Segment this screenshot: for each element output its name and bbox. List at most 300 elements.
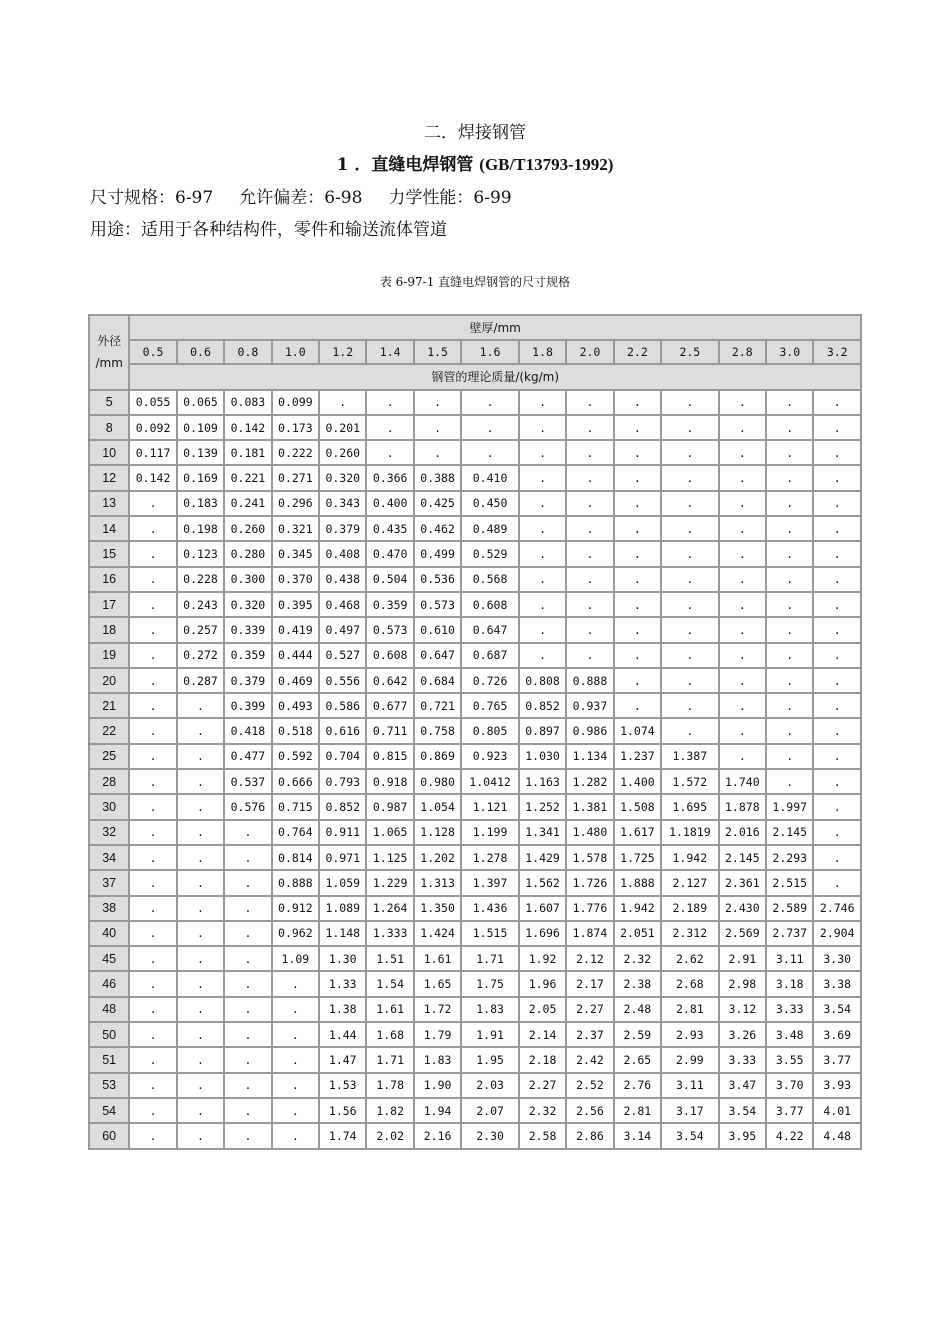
mass-cell: . xyxy=(273,972,318,995)
mass-cell: . xyxy=(567,542,612,565)
mass-cell: . xyxy=(720,517,765,540)
subsection-title xyxy=(0,150,950,175)
mass-cell: 0.450 xyxy=(462,492,518,515)
mass-cell: 0.808 xyxy=(520,669,565,692)
mass-cell: 3.30 xyxy=(814,947,860,970)
mass-cell: 2.68 xyxy=(662,972,718,995)
mass-cell: 1.202 xyxy=(415,846,460,869)
mass-cell: 1.47 xyxy=(320,1048,365,1071)
mass-cell: 0.805 xyxy=(462,719,518,742)
mass-cell: . xyxy=(225,846,270,869)
outer-diameter-label: 外径 xyxy=(97,334,122,349)
mass-cell: . xyxy=(720,745,765,768)
outer-diameter-cell: 21 xyxy=(90,694,128,717)
mass-cell: 0.608 xyxy=(367,644,412,667)
table-row xyxy=(90,1023,860,1046)
outer-diameter-cell: 10 xyxy=(90,441,128,464)
mass-cell: . xyxy=(662,669,718,692)
mass-cell: 1.397 xyxy=(462,871,518,894)
mass-cell: 1.199 xyxy=(462,821,518,844)
mass-cell: 1.61 xyxy=(415,947,460,970)
mass-cell: 2.56 xyxy=(567,1099,612,1122)
mass-cell: 1.874 xyxy=(567,922,612,945)
outer-diameter-cell: 25 xyxy=(90,745,128,768)
mass-cell: 1.617 xyxy=(615,821,660,844)
mass-cell: 0.911 xyxy=(320,821,365,844)
mass-cell: 0.616 xyxy=(320,719,365,742)
mass-cell: 0.962 xyxy=(273,922,318,945)
thickness-cell: 2.5 xyxy=(662,341,718,363)
table-row xyxy=(90,770,860,793)
mass-cell: . xyxy=(567,644,612,667)
mass-cell: 1.059 xyxy=(320,871,365,894)
mass-cell: 0.400 xyxy=(367,492,412,515)
mass-cell: . xyxy=(130,644,175,667)
mass-cell: 0.321 xyxy=(273,517,318,540)
mass-cell: 1.128 xyxy=(415,821,460,844)
mass-cell: 0.117 xyxy=(130,441,175,464)
table-row xyxy=(90,922,860,945)
mass-cell: . xyxy=(130,998,175,1021)
mass-cell: 0.142 xyxy=(130,466,175,489)
mass-cell: . xyxy=(814,441,860,464)
mass-cell: 2.051 xyxy=(615,922,660,945)
mass-cell: . xyxy=(615,542,660,565)
outer-diameter-cell: 37 xyxy=(90,871,128,894)
mass-cell: 3.69 xyxy=(814,1023,860,1046)
mass-cell: 0.912 xyxy=(273,897,318,920)
table-row xyxy=(90,947,860,970)
mass-cell: . xyxy=(814,593,860,616)
mass-cell: . xyxy=(520,492,565,515)
mass-cell: 1.387 xyxy=(662,745,718,768)
mass-cell: 2.98 xyxy=(720,972,765,995)
mass-cell: 3.54 xyxy=(662,1124,718,1147)
mass-cell: 0.610 xyxy=(415,618,460,641)
mass-cell: 0.980 xyxy=(415,770,460,793)
mass-cell: . xyxy=(767,719,812,742)
mass-cell: 0.764 xyxy=(273,821,318,844)
mass-cell: . xyxy=(567,517,612,540)
mass-cell: 0.198 xyxy=(178,517,223,540)
mass-cell: 0.260 xyxy=(225,517,270,540)
thickness-cell: 0.6 xyxy=(178,341,223,363)
thickness-cell: 1.5 xyxy=(415,341,460,363)
mass-cell: 0.592 xyxy=(273,745,318,768)
mass-cell: . xyxy=(767,416,812,439)
mass-cell: 3.70 xyxy=(767,1074,812,1097)
mass-cell: . xyxy=(130,1099,175,1122)
outer-diameter-cell: 50 xyxy=(90,1023,128,1046)
mass-cell: 1.350 xyxy=(415,897,460,920)
table-row xyxy=(90,492,860,515)
mass-cell: 0.339 xyxy=(225,618,270,641)
mass-cell: 2.58 xyxy=(520,1124,565,1147)
mass-cell: 3.26 xyxy=(720,1023,765,1046)
mass-cell: . xyxy=(720,466,765,489)
thickness-cell: 3.2 xyxy=(814,341,860,363)
mass-cell: 0.065 xyxy=(178,391,223,414)
mass-cell: 4.22 xyxy=(767,1124,812,1147)
mass-cell: 2.05 xyxy=(520,998,565,1021)
mass-cell: 0.320 xyxy=(320,466,365,489)
mass-cell: . xyxy=(520,416,565,439)
mass-cell: 1.436 xyxy=(462,897,518,920)
mass-cell: 1.125 xyxy=(367,846,412,869)
table-row xyxy=(90,719,860,742)
mass-cell: . xyxy=(225,897,270,920)
table-row xyxy=(90,846,860,869)
table-row xyxy=(90,568,860,591)
mass-cell: . xyxy=(273,1074,318,1097)
mass-cell: 1.074 xyxy=(615,719,660,742)
mass-cell: 1.92 xyxy=(520,947,565,970)
mass-cell: 1.776 xyxy=(567,897,612,920)
mass-cell: 3.47 xyxy=(720,1074,765,1097)
mass-cell: 0.359 xyxy=(225,644,270,667)
mass-cell: . xyxy=(814,745,860,768)
mass-cell: 0.608 xyxy=(462,593,518,616)
header-row-1 xyxy=(90,316,860,339)
mass-cell: . xyxy=(130,568,175,591)
mass-cell: . xyxy=(178,694,223,717)
mass-cell: 0.573 xyxy=(367,618,412,641)
mass-cell: 2.03 xyxy=(462,1074,518,1097)
mass-cell: 0.379 xyxy=(320,517,365,540)
mass-cell: 1.508 xyxy=(615,795,660,818)
mass-cell: . xyxy=(130,542,175,565)
mass-cell: . xyxy=(130,947,175,970)
mass-cell: . xyxy=(767,694,812,717)
mass-cell: . xyxy=(178,1023,223,1046)
mass-cell: . xyxy=(720,694,765,717)
outer-diameter-cell: 30 xyxy=(90,795,128,818)
tolerance-ref: 允许偏差：6-98 xyxy=(239,188,363,208)
outer-diameter-cell: 46 xyxy=(90,972,128,995)
mass-cell: 1.252 xyxy=(520,795,565,818)
mass-cell: . xyxy=(720,719,765,742)
mass-cell: 0.099 xyxy=(273,391,318,414)
outer-diameter-cell: 51 xyxy=(90,1048,128,1071)
table-row xyxy=(90,897,860,920)
outer-diameter-cell: 14 xyxy=(90,517,128,540)
mass-cell: . xyxy=(615,441,660,464)
mass-cell: 0.055 xyxy=(130,391,175,414)
mass-cell: . xyxy=(662,517,718,540)
mass-cell: 2.515 xyxy=(767,871,812,894)
mass-cell: 0.123 xyxy=(178,542,223,565)
table-row xyxy=(90,871,860,894)
mass-cell: 0.529 xyxy=(462,542,518,565)
mass-cell: 0.888 xyxy=(273,871,318,894)
mass-cell: 3.95 xyxy=(720,1124,765,1147)
thickness-cell: 3.0 xyxy=(767,341,812,363)
mass-cell: 1.78 xyxy=(367,1074,412,1097)
mass-cell: . xyxy=(520,618,565,641)
table-row xyxy=(90,745,860,768)
mass-cell: . xyxy=(662,618,718,641)
mass-cell: . xyxy=(720,441,765,464)
table-row xyxy=(90,1124,860,1147)
mass-cell: 0.477 xyxy=(225,745,270,768)
mass-cell: . xyxy=(814,669,860,692)
mass-cell: 3.17 xyxy=(662,1099,718,1122)
mass-cell: 0.418 xyxy=(225,719,270,742)
mass-cell: . xyxy=(178,1124,223,1147)
mass-cell: 1.065 xyxy=(367,821,412,844)
mass-cell: . xyxy=(130,1048,175,1071)
mass-cell: 1.96 xyxy=(520,972,565,995)
mass-cell: . xyxy=(130,1124,175,1147)
mass-cell: 2.48 xyxy=(615,998,660,1021)
mass-cell: . xyxy=(814,466,860,489)
mass-cell: 2.361 xyxy=(720,871,765,894)
mass-cell: 1.572 xyxy=(662,770,718,793)
mass-cell: . xyxy=(814,719,860,742)
mass-cell: 0.576 xyxy=(225,795,270,818)
mass-cell: 2.30 xyxy=(462,1124,518,1147)
mass-cell: 0.499 xyxy=(415,542,460,565)
thickness-cell: 1.2 xyxy=(320,341,365,363)
mass-header: 钢管的理论质量/(kg/m) xyxy=(130,365,860,388)
mass-cell: . xyxy=(225,1023,270,1046)
mass-cell: 0.537 xyxy=(225,770,270,793)
mass-cell: 2.27 xyxy=(567,998,612,1021)
mass-cell: 1.163 xyxy=(520,770,565,793)
mass-cell: 2.02 xyxy=(367,1124,412,1147)
mass-cell: 0.923 xyxy=(462,745,518,768)
mass-cell: 0.410 xyxy=(462,466,518,489)
mass-cell: . xyxy=(178,871,223,894)
mass-cell: 3.93 xyxy=(814,1074,860,1097)
mass-cell: 2.904 xyxy=(814,922,860,945)
mass-cell: 0.343 xyxy=(320,492,365,515)
mass-cell: 1.51 xyxy=(367,947,412,970)
mass-cell: 0.399 xyxy=(225,694,270,717)
mass-cell: 1.054 xyxy=(415,795,460,818)
thickness-cell: 0.5 xyxy=(130,341,175,363)
mass-cell: . xyxy=(178,846,223,869)
outer-diameter-cell: 15 xyxy=(90,542,128,565)
table-row xyxy=(90,1074,860,1097)
mass-cell: . xyxy=(662,492,718,515)
outer-diameter-cell: 22 xyxy=(90,719,128,742)
table-row xyxy=(90,998,860,1021)
mass-cell: 1.229 xyxy=(367,871,412,894)
mass-cell: 2.81 xyxy=(662,998,718,1021)
mass-cell: 0.489 xyxy=(462,517,518,540)
mass-cell: 0.918 xyxy=(367,770,412,793)
mass-cell: 0.815 xyxy=(367,745,412,768)
table-row xyxy=(90,416,860,439)
mass-cell: 1.424 xyxy=(415,922,460,945)
mass-cell: 2.14 xyxy=(520,1023,565,1046)
mass-cell: . xyxy=(720,542,765,565)
header-row-3 xyxy=(90,365,860,388)
mass-cell: . xyxy=(178,947,223,970)
mass-cell: 0.726 xyxy=(462,669,518,692)
mass-cell: . xyxy=(814,416,860,439)
mass-cell: . xyxy=(130,1023,175,1046)
outer-diameter-cell: 34 xyxy=(90,846,128,869)
table-row xyxy=(90,972,860,995)
mass-cell: . xyxy=(178,1048,223,1071)
mass-cell: 2.65 xyxy=(615,1048,660,1071)
mass-cell: 0.869 xyxy=(415,745,460,768)
mass-cell: 1.381 xyxy=(567,795,612,818)
mass-cell: 1.83 xyxy=(415,1048,460,1071)
mass-cell: . xyxy=(662,466,718,489)
mass-cell: . xyxy=(130,972,175,995)
mass-cell: . xyxy=(814,391,860,414)
outer-diameter-cell: 20 xyxy=(90,669,128,692)
table-row xyxy=(90,1099,860,1122)
outer-diameter-cell: 48 xyxy=(90,998,128,1021)
table-row xyxy=(90,795,860,818)
mass-cell: . xyxy=(225,1124,270,1147)
mass-cell: . xyxy=(178,972,223,995)
mass-cell: 0.468 xyxy=(320,593,365,616)
mass-cell: 0.243 xyxy=(178,593,223,616)
mass-cell: . xyxy=(662,441,718,464)
mass-cell: . xyxy=(720,669,765,692)
mass-cell: 0.221 xyxy=(225,466,270,489)
mass-cell: 0.260 xyxy=(320,441,365,464)
mass-cell: 1.942 xyxy=(615,897,660,920)
mass-cell: . xyxy=(520,593,565,616)
mass-cell: . xyxy=(615,694,660,717)
mass-cell: . xyxy=(130,719,175,742)
mass-cell: 0.986 xyxy=(567,719,612,742)
mass-cell: . xyxy=(567,416,612,439)
mass-cell: . xyxy=(615,618,660,641)
mass-cell: 0.897 xyxy=(520,719,565,742)
outer-diameter-cell: 16 xyxy=(90,568,128,591)
mass-cell: 0.527 xyxy=(320,644,365,667)
mass-cell: 2.99 xyxy=(662,1048,718,1071)
mass-cell: . xyxy=(520,466,565,489)
mass-cell: 2.17 xyxy=(567,972,612,995)
mass-cell: . xyxy=(814,568,860,591)
mass-cell: 0.758 xyxy=(415,719,460,742)
mass-cell: . xyxy=(415,391,460,414)
mass-cell: . xyxy=(814,770,860,793)
mass-cell: 0.444 xyxy=(273,644,318,667)
mass-cell: 2.27 xyxy=(520,1074,565,1097)
mass-cell: 0.271 xyxy=(273,466,318,489)
subsection-title-text: 1 ．直缝电焊钢管 xyxy=(336,155,474,175)
mass-cell: . xyxy=(130,492,175,515)
mass-cell: . xyxy=(567,618,612,641)
mass-cell: 0.183 xyxy=(178,492,223,515)
mass-cell: 2.430 xyxy=(720,897,765,920)
mass-cell: . xyxy=(225,871,270,894)
mass-cell: 1.61 xyxy=(367,998,412,1021)
table-row xyxy=(90,593,860,616)
mass-cell: 1.0412 xyxy=(462,770,518,793)
mass-cell: 0.677 xyxy=(367,694,412,717)
mass-cell: 2.52 xyxy=(567,1074,612,1097)
mass-cell: . xyxy=(462,416,518,439)
mass-cell: 1.53 xyxy=(320,1074,365,1097)
mass-cell: . xyxy=(662,391,718,414)
mass-cell: . xyxy=(767,618,812,641)
outer-diameter-cell: 40 xyxy=(90,922,128,945)
mass-cell: 1.578 xyxy=(567,846,612,869)
mass-cell: . xyxy=(130,897,175,920)
mass-cell: 1.333 xyxy=(367,922,412,945)
mass-cell: 3.18 xyxy=(767,972,812,995)
table-row xyxy=(90,517,860,540)
mass-cell: . xyxy=(567,568,612,591)
mass-cell: 2.145 xyxy=(720,846,765,869)
mass-cell: . xyxy=(767,568,812,591)
mass-cell: . xyxy=(367,441,412,464)
mass-cell: . xyxy=(130,846,175,869)
mass-cell: 2.589 xyxy=(767,897,812,920)
table-row xyxy=(90,669,860,692)
mass-cell: . xyxy=(178,1074,223,1097)
mass-cell: 0.586 xyxy=(320,694,365,717)
mass-cell: 0.257 xyxy=(178,618,223,641)
mass-cell: 1.30 xyxy=(320,947,365,970)
mass-cell: . xyxy=(225,1099,270,1122)
mass-cell: . xyxy=(814,618,860,641)
mass-cell: 2.86 xyxy=(567,1124,612,1147)
mass-cell: 0.438 xyxy=(320,568,365,591)
mass-cell: 0.721 xyxy=(415,694,460,717)
mass-cell: 3.11 xyxy=(662,1074,718,1097)
usage-line: 用途：适用于各种结构件，零件和输送流体管道 xyxy=(90,220,447,240)
mass-cell: . xyxy=(320,391,365,414)
mass-cell: 0.765 xyxy=(462,694,518,717)
mass-cell: 3.33 xyxy=(767,998,812,1021)
mass-cell: . xyxy=(273,1023,318,1046)
mass-cell: . xyxy=(720,644,765,667)
mass-cell: . xyxy=(662,542,718,565)
mass-cell: 0.395 xyxy=(273,593,318,616)
mass-cell: . xyxy=(225,1074,270,1097)
mass-cell: . xyxy=(662,416,718,439)
outer-diameter-cell: 5 xyxy=(90,391,128,414)
mass-cell: 3.14 xyxy=(615,1124,660,1147)
mass-cell: 0.300 xyxy=(225,568,270,591)
mass-cell: 3.12 xyxy=(720,998,765,1021)
outer-diameter-cell: 18 xyxy=(90,618,128,641)
mass-cell: . xyxy=(130,871,175,894)
mass-cell: . xyxy=(225,998,270,1021)
mass-cell: 4.01 xyxy=(814,1099,860,1122)
mass-cell: 1.997 xyxy=(767,795,812,818)
mass-cell: 3.54 xyxy=(814,998,860,1021)
mass-cell: 0.359 xyxy=(367,593,412,616)
mass-cell: 2.16 xyxy=(415,1124,460,1147)
mass-cell: . xyxy=(367,416,412,439)
mass-cell: . xyxy=(567,441,612,464)
thickness-cell: 1.0 xyxy=(273,341,318,363)
outer-diameter-header xyxy=(90,316,128,389)
mass-cell: 2.18 xyxy=(520,1048,565,1071)
mass-cell: . xyxy=(720,416,765,439)
mass-cell: . xyxy=(767,669,812,692)
mass-cell: 3.77 xyxy=(767,1099,812,1122)
mass-cell: 1.607 xyxy=(520,897,565,920)
mass-cell: . xyxy=(567,391,612,414)
mass-cell: 0.704 xyxy=(320,745,365,768)
mass-cell: . xyxy=(615,568,660,591)
mass-cell: 2.016 xyxy=(720,821,765,844)
mass-cell: . xyxy=(225,821,270,844)
